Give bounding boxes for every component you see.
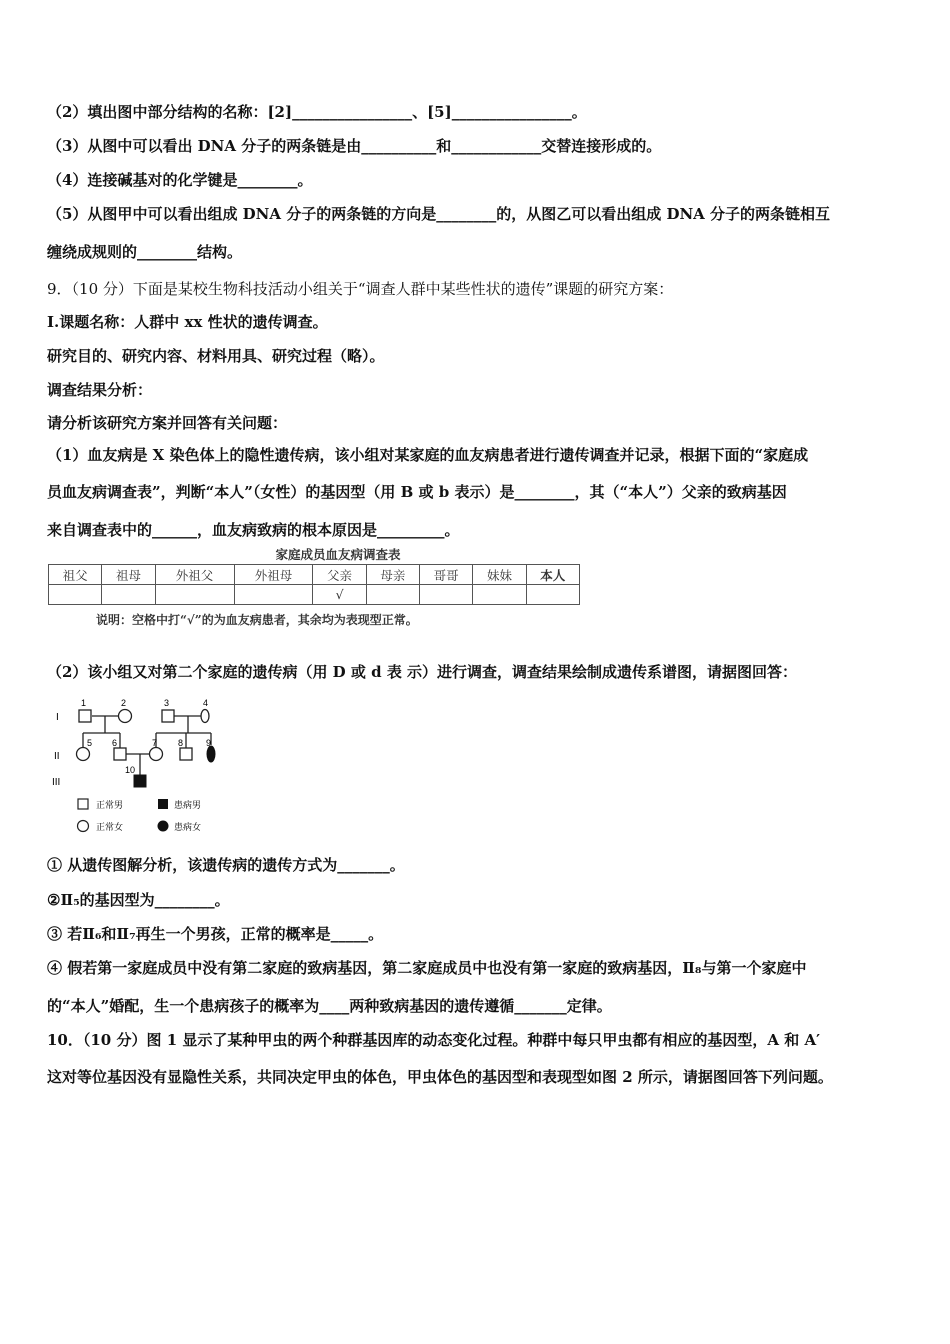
survey-table-data-row [49,585,580,605]
member-10-label: 10 [125,765,136,775]
survey-table-header-row [49,565,580,585]
survey-header-cell: 母亲 [366,565,419,585]
member-5-normal-female [77,748,90,761]
legend-normal-male-icon [78,799,88,809]
survey-data-cell [102,585,155,605]
survey-data-cell: √ [313,585,366,605]
member-10-affected-male [134,775,146,787]
survey-header-cell: 哥哥 [420,565,473,585]
survey-header-cell: 本人 [526,565,579,585]
survey-header-cell: 祖母 [102,565,155,585]
member-4-label: 4 [203,698,209,708]
member-3-normal-male [162,710,174,722]
member-8-normal-male [180,748,192,760]
text-line-q5b: 缠绕成规则的________结构。 [47,243,243,261]
text-line-p9-1b: 员血友病调查表”，判断“本人”（女性）的基因型（用 B 或 b 表示）是________，其（“本人”）父亲的致病基因 [47,483,787,501]
survey-data-cell [526,585,579,605]
survey-header-cell: 祖父 [49,565,102,585]
member-6-normal-male [114,748,126,760]
member-2-normal-female [119,710,132,723]
member-7-label: 7 [152,738,158,748]
member-2-label: 2 [121,698,127,708]
generation-label-ii: II [54,751,60,762]
member-7-normal-female [150,748,163,761]
text-line-p10a: 10．（10 分）图 1 显示了某种甲虫的两个种群基因库的动态变化过程。种群中每只甲虫都有相应的基因型，A 和 A′ [47,1031,821,1049]
pedigree-chart [48,693,248,839]
text-line-q5a: （5）从图甲中可以看出组成 DNA 分子的两条链的方向是________的，从图乙可以看出组成 DNA 分子的两条链相互 [47,205,831,223]
generation-label-iii: III [52,777,61,788]
member-8-label: 8 [178,738,184,748]
member-4-normal-female [201,710,209,723]
survey-table-note: 说明：空格中打“√”的为血友病患者，其余均为表现型正常。 [96,613,418,627]
legend-affected-female-label: 患病女 [174,822,202,832]
text-line-p9-2-4a: ④ 假若第一家庭成员中没有第二家庭的致病基因，第二家庭成员中也没有第一家庭的致病基因，Ⅱ₈与第一个家庭中 [47,959,807,977]
text-line-p10b: 这对等位基因没有显隐性关系，共同决定甲虫的体色，甲虫体色的基因型和表现型如图 2 所示，请据图回答下列问题。 [47,1068,833,1086]
member-5-label: 5 [87,738,93,748]
text-line-q3: （3）从图中可以看出 DNA 分子的两条链是由__________和____________交替连接形成的。 [47,137,662,155]
survey-table-block [48,546,588,628]
survey-data-cell [155,585,234,605]
survey-data-cell [366,585,419,605]
member-6-label: 6 [112,738,118,748]
survey-table-title: 家庭成员血友病调查表 [275,547,401,562]
pedigree-lines [83,716,211,775]
legend-normal-female-icon [78,821,89,832]
text-line-p9-2-2: ②Ⅱ₅的基因型为________。 [47,891,230,909]
legend-normal-female-label: 正常女 [96,822,124,832]
text-line-p9-2: （2）该小组又对第二个家庭的遗传病（用 D 或 d 表 示）进行调查，调查结果绘制成遗传系谱图，请据图回答： [47,663,798,681]
member-1-normal-male [79,710,91,722]
legend-affected-male-label: 患病男 [174,800,202,810]
text-line-p9-1a: （1）血友病是 X 染色体上的隐性遗传病，该小组对某家庭的血友病患者进行遗传调查并记录，根据下面的“家庭成 [47,446,809,464]
survey-data-cell [49,585,102,605]
text-line-q2: （2）填出图中部分结构的名称：[2]________________、[5]________________。 [47,103,587,121]
legend-normal-male-label: 正常男 [96,800,124,810]
member-3-label: 3 [164,698,170,708]
member-1-label: 1 [81,698,87,708]
text-line-p9-2-1: ① 从遗传图解分析，该遗传病的遗传方式为_______。 [47,856,405,874]
legend-affected-female-icon [158,821,169,832]
survey-data-cell [234,585,313,605]
text-line-p9-aim: 研究目的、研究内容、材料用具、研究过程（略）。 [47,347,385,365]
text-line-p9-1c: 来自调查表中的______，血友病致病的根本原因是_________。 [47,521,460,539]
survey-table [48,564,580,605]
survey-header-cell: 外祖父 [155,565,234,585]
member-9-label: 9 [206,738,212,748]
text-line-p9-title: Ⅰ.课题名称：人群中 xx 性状的遗传调查。 [47,313,328,331]
survey-header-cell: 父亲 [313,565,366,585]
survey-header-cell: 外祖母 [234,565,313,585]
survey-data-cell [473,585,526,605]
survey-header-cell: 妹妹 [473,565,526,585]
legend-affected-male-icon [158,799,168,809]
generation-label-i: I [56,712,59,723]
text-line-p9-result: 调查结果分析： [47,381,153,399]
text-line-p9: 9．（10 分）下面是某校生物科技活动小组关于“调查人群中某些性状的遗传”课题的研究方案： [47,280,674,298]
member-9-affected-female [207,746,215,762]
text-line-p9-2-3: ③ 若Ⅱ₆和Ⅱ₇再生一个男孩，正常的概率是_____。 [47,925,384,943]
survey-data-cell [420,585,473,605]
text-line-p9-2-4b: 的“本人”婚配，生一个患病孩子的概率为____两种致病基因的遗传遵循_______定律。 [47,997,612,1015]
text-line-p9-ask: 请分析该研究方案并回答有关问题： [47,414,288,432]
text-line-q4: （4）连接碱基对的化学键是________。 [47,171,313,189]
